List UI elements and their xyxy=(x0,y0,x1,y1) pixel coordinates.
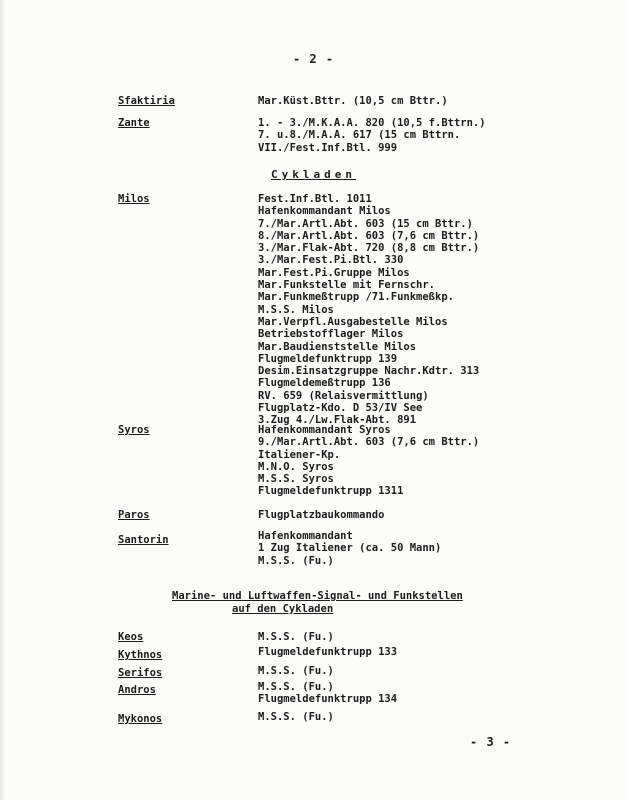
unit-line: 7./Mar.Artl.Abt. 603 (15 cm Bttr.) xyxy=(258,217,473,230)
unit-line: M.S.S. Milos xyxy=(258,303,334,316)
units-sfaktiria xyxy=(258,95,448,107)
units-mykonos xyxy=(258,711,334,723)
location-serifos: Serifos xyxy=(118,667,163,679)
units-paros xyxy=(258,509,384,521)
unit-line: 3.Zug 4./Lw.Flak-Abt. 891 xyxy=(258,414,417,427)
units-santorin xyxy=(258,530,441,567)
unit-line: Flugplatzbaukommando xyxy=(258,509,385,521)
unit-line: Mar.Fest.Pi.Gruppe Milos xyxy=(258,266,410,279)
unit-line: 1 Zug Italiener (ca. 50 Mann) xyxy=(258,542,442,555)
section-heading: Cykladen xyxy=(271,168,356,181)
unit-line: Mar.Verpfl.Ausgabestelle Milos xyxy=(258,315,448,328)
location-mykonos: Mykonos xyxy=(118,713,163,725)
unit-line: 3./Mar.Fest.Pi.Btl. 330 xyxy=(258,254,404,267)
location-sfaktiria: Sfaktiria xyxy=(118,95,175,107)
location-zante: Zante xyxy=(118,117,150,129)
location-santorin: Santorin xyxy=(118,534,169,546)
unit-line: RV. 659 (Relaisvermittlung) xyxy=(258,389,429,402)
location-paros: Paros xyxy=(118,509,150,521)
unit-line: Flugmeldefunktrupp 133 xyxy=(258,646,398,658)
unit-line: M.S.S. (Fu.) xyxy=(258,711,334,723)
unit-line: M.S.S. (Fu.) xyxy=(258,665,334,677)
unit-line: 7. u.8./M.A.A. 617 (15 cm Bttrn. xyxy=(258,129,461,142)
unit-line: Flugmeldemeßtrupp 136 xyxy=(258,377,391,390)
units-keos xyxy=(258,631,334,643)
unit-line: 9./Mar.Artl.Abt. 603 (7,6 cm Bttr.) xyxy=(258,436,480,449)
location-milos: Milos xyxy=(118,193,150,205)
unit-line: Mar.Funkmeßtrupp /71.Funkmeßkp. xyxy=(258,291,454,304)
unit-line: Flugplatz-Kdo. D 53/IV See xyxy=(258,402,423,415)
unit-line: Flugmeldefunktrupp 134 xyxy=(258,693,398,706)
unit-line: 3./Mar.Flak-Abt. 720 (8,8 cm Bttr.) xyxy=(258,242,480,255)
unit-line: VII./Fest.Inf.Btl. 999 xyxy=(258,141,398,154)
unit-line: Mar.Baudienststelle Milos xyxy=(258,340,417,353)
scan-edge xyxy=(0,0,6,800)
unit-line: Hafenkommandant Syros xyxy=(258,424,391,436)
unit-line: Mar.Funkstelle mit Fernschr. xyxy=(258,279,436,292)
units-kythnos xyxy=(258,646,397,658)
page-number-footer: - 3 - xyxy=(470,735,512,749)
unit-line: Mar.Küst.Bttr. (10,5 cm Bttr.) xyxy=(258,95,448,107)
unit-line: Flugmeldefunktrupp 139 xyxy=(258,352,398,365)
units-milos xyxy=(258,193,479,427)
units-syros xyxy=(258,424,479,498)
units-andros xyxy=(258,681,397,706)
unit-line: Betriebstofflager Milos xyxy=(258,328,404,341)
location-kythnos: Kythnos xyxy=(118,649,163,661)
subheading-line: auf den Cykladen xyxy=(232,602,334,615)
units-serifos xyxy=(258,665,334,677)
unit-line: Desim.Einsatzgruppe Nachr.Kdtr. 313 xyxy=(258,365,480,378)
location-syros: Syros xyxy=(118,424,150,436)
unit-line: Hafenkommandant Milos xyxy=(258,205,391,218)
unit-line: 8./Mar.Artl.Abt. 603 (7,6 cm Bttr.) xyxy=(258,229,480,242)
unit-line: M.S.S. (Fu.) xyxy=(258,554,334,567)
unit-line: 1. - 3./M.K.A.A. 820 (10,5 f.Bttrn.) xyxy=(258,117,486,129)
unit-line: Italiener-Kp. xyxy=(258,448,341,461)
location-andros: Andros xyxy=(118,684,156,696)
subheading xyxy=(172,590,463,615)
subheading-line: Marine- und Luftwaffen-Signal- und Funkstellen xyxy=(172,590,463,602)
unit-line: M.S.S. (Fu.) xyxy=(258,631,334,643)
unit-line: Flugmeldefunktrupp 1311 xyxy=(258,485,404,498)
unit-line: Hafenkommandant xyxy=(258,530,353,542)
location-keos: Keos xyxy=(118,631,144,643)
page-number-header: - 2 - xyxy=(292,52,335,66)
unit-line: M.S.S. Syros xyxy=(258,473,334,486)
unit-line: M.S.S. (Fu.) xyxy=(258,681,334,693)
unit-line: Fest.Inf.Btl. 1011 xyxy=(258,193,372,205)
unit-line: M.N.O. Syros xyxy=(258,460,334,473)
units-zante xyxy=(258,117,486,154)
